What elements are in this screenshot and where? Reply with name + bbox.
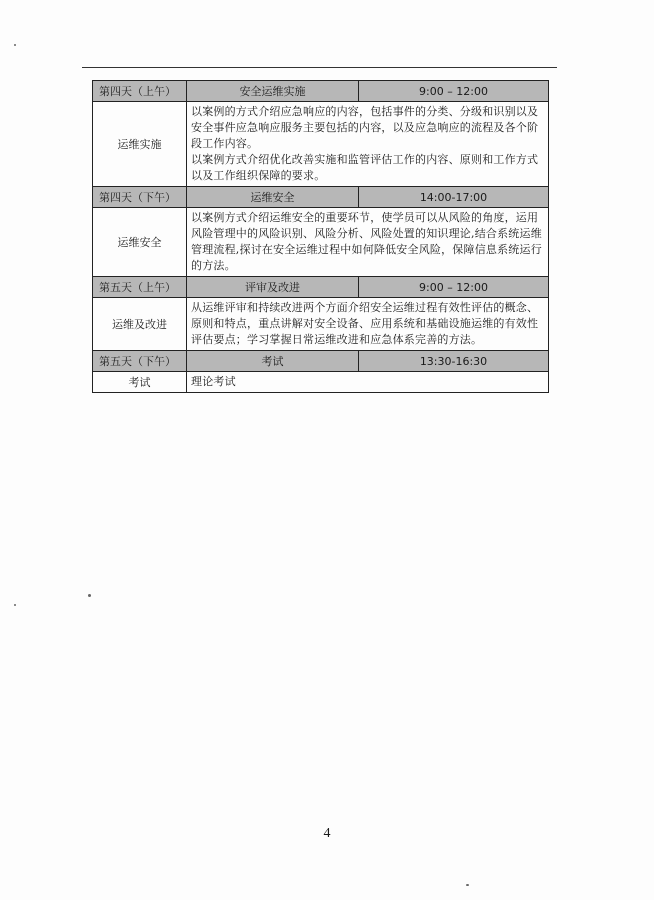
scan-speck [14,44,16,46]
section-title: 运维及改进 [93,298,187,351]
description-paragraph: 以案例方式介绍运维安全的重要环节，使学员可以从风险的角度，运用风险管理中的风险识别、风险分析、风险处置的知识理论,结合系统运维管理流程,探讨在安全运维过程中如何降低安全风险，保障信息系统运行的方法。 [191,211,542,272]
session-topic: 安全运维实施 [187,81,359,102]
session-time: 9:00 – 12:00 [359,277,549,298]
session-day: 第五天（下午） [93,351,187,372]
session-topic: 运维安全 [187,187,359,208]
section-description [187,102,549,187]
section-title: 运维安全 [93,208,187,277]
session-time: 14:00-17:00 [359,187,549,208]
session-header-row [93,351,549,372]
description-paragraph: 以案例的方式介绍应急响应的内容，包括事件的分类、分级和识别以及安全事件应急响应服务主要包括的内容，以及应急响应的流程及各个阶段工作内容。 [191,105,539,150]
session-topic: 评审及改进 [187,277,359,298]
section-description [187,372,549,393]
section-description [187,298,549,351]
page-number: 4 [323,826,331,841]
session-day: 第四天（下午） [93,187,187,208]
description-paragraph: 理论考试 [191,375,236,388]
session-content-row [93,298,549,351]
section-title: 考试 [93,372,187,393]
scan-speck [466,884,469,886]
session-content-row [93,372,549,393]
session-content-row [93,102,549,187]
session-time: 9:00 – 12:00 [359,81,549,102]
session-content-row [93,208,549,277]
description-paragraph: 以案例方式介绍优化改善实施和监管评估工作的内容、原则和工作方式以及工作组织保障的要求。 [191,153,539,182]
section-description [187,208,549,277]
session-header-row [93,187,549,208]
description-paragraph: 从运维评审和持续改进两个方面介绍安全运维过程有效性评估的概念、原则和特点，重点讲解对安全设备、应用系统和基础设施运维的有效性评估要点；学习掌握日常运维改进和应急体系完善的方法。 [191,301,539,346]
schedule-table [92,80,549,393]
session-header-row [93,81,549,102]
session-day: 第五天（上午） [93,277,187,298]
scan-speck [14,604,16,606]
session-topic: 考试 [187,351,359,372]
session-header-row [93,277,549,298]
scan-speck [88,594,91,597]
header-rule [82,67,557,68]
session-day: 第四天（上午） [93,81,187,102]
session-time: 13:30-16:30 [359,351,549,372]
section-title: 运维实施 [93,102,187,187]
